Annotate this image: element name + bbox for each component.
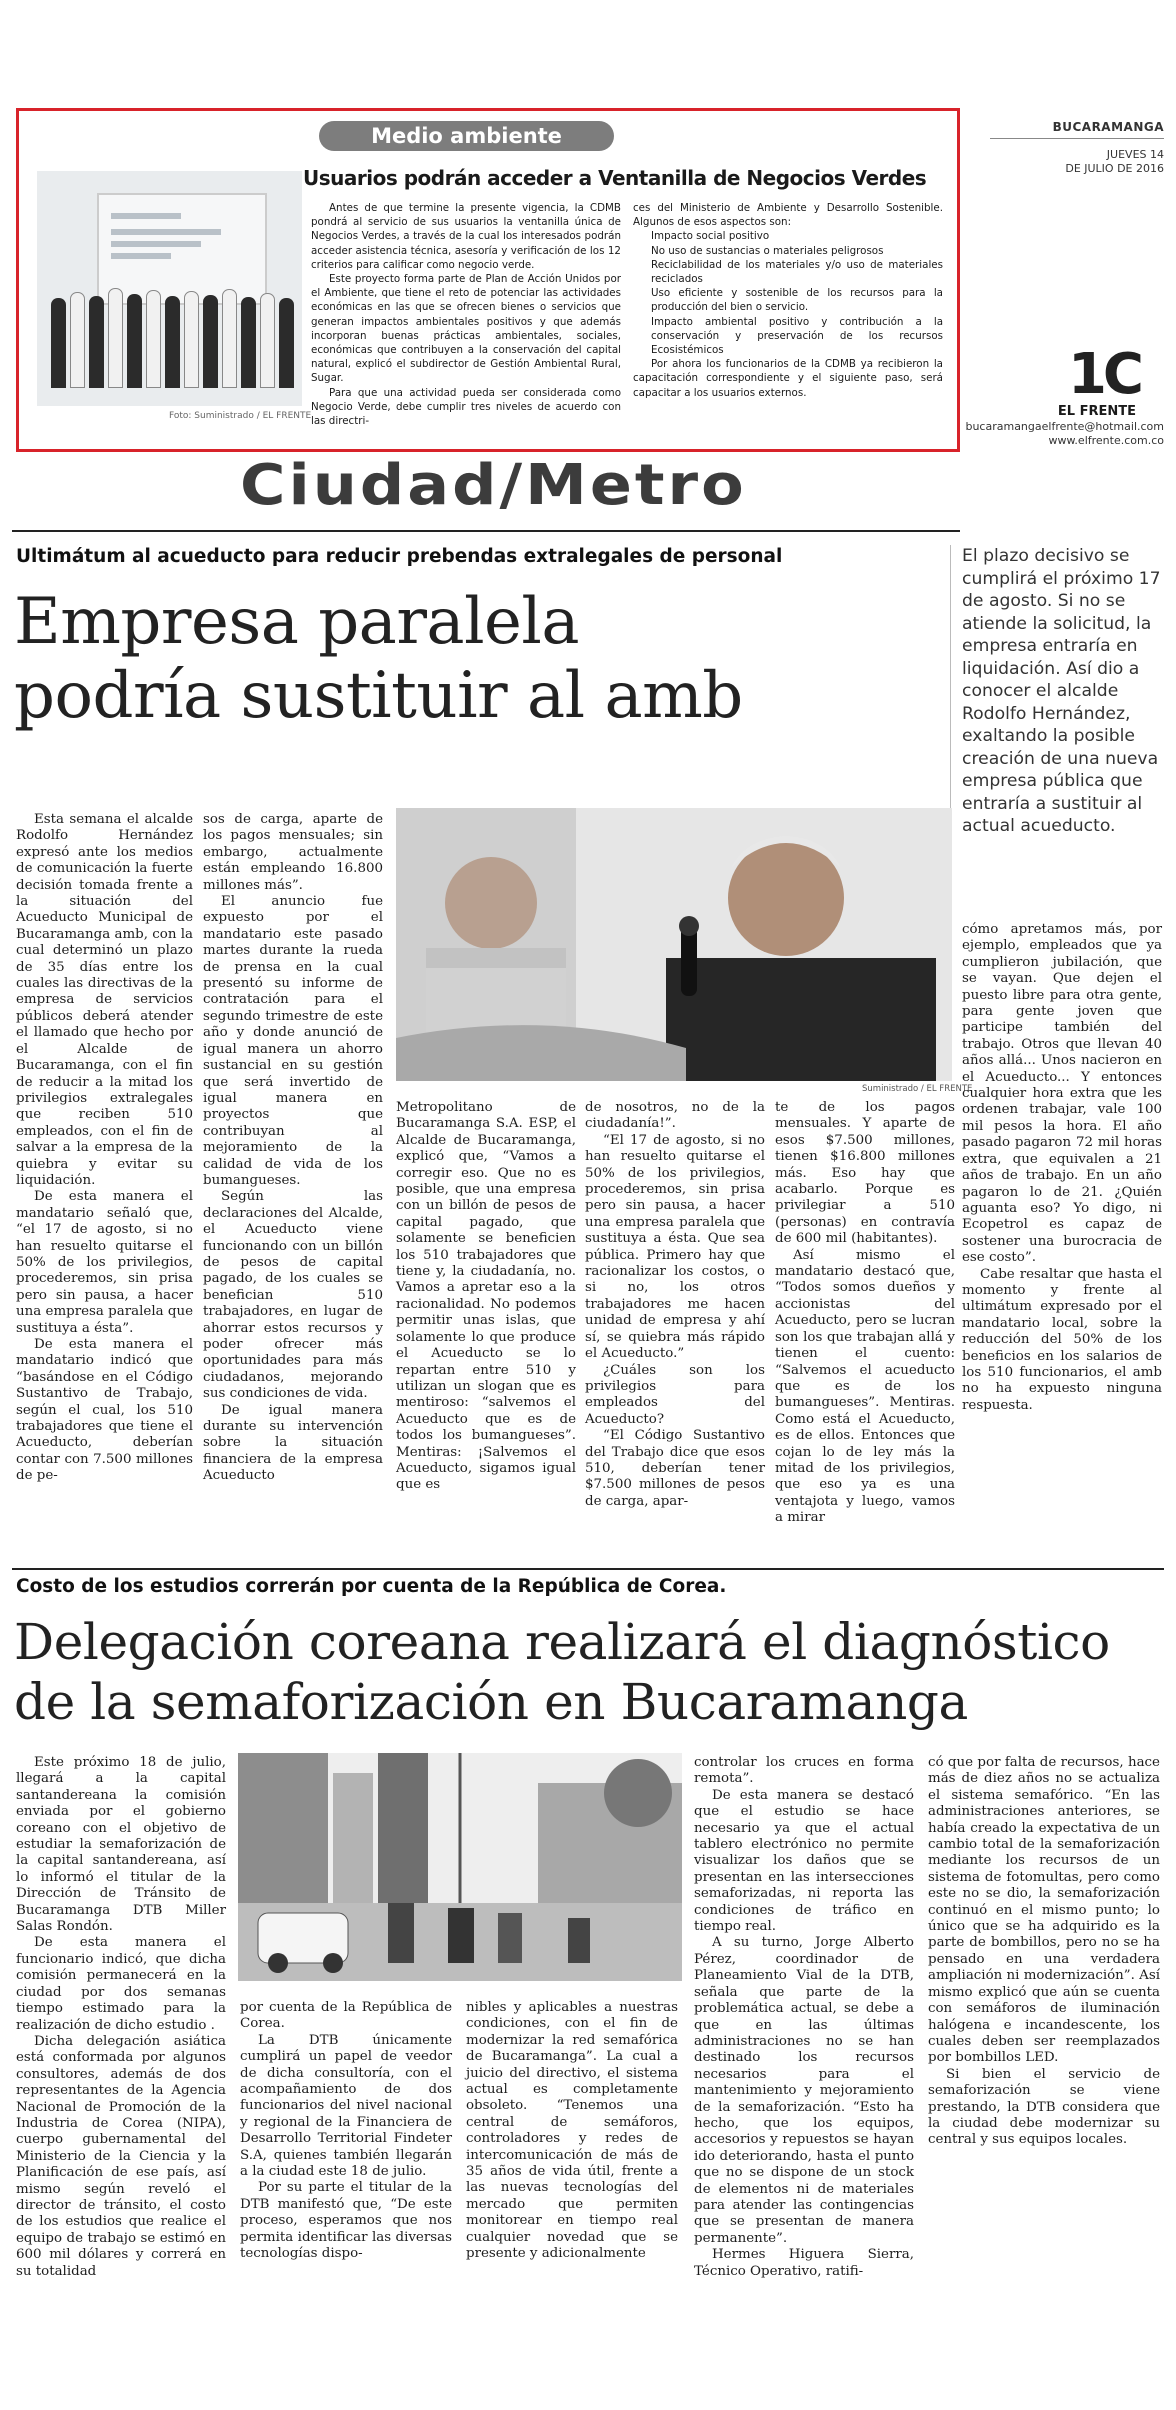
paragraph: El anuncio fue expuesto por el mandatario este pasado martes durante la rueda de prensa en la cual presentó su informe de contratación para el segundo trimestre de este año y donde anunció de igual manera un ahorro sustancial en su gestión que será invertido de igual manera en proyectos que contribuyan al mejoramiento de la calidad de vida de los bumangueses. [203, 894, 383, 1188]
paragraph: A su turno, Jorge Alberto Pérez, coordinador de Planeamiento Vial de la DTB, señala que parte de la problemática actual, se debe a que en las últimas administraciones no se han destinado los recursos necesarios para el mantenimiento y mejoramiento de la semaforización. “Esto ha hecho, que los equipos, accesorios y repuestos se hayan ido deteriorando, hasta el punto que no se dispone de un stock de elementos ni de materiales para atender las contingencias que se presentan de manera permanente”. [694, 1935, 914, 2246]
brand-name: EL FRENTE [1057, 404, 1136, 419]
list-item: No uso de sustancias o materiales peligrosos [651, 244, 884, 257]
article1-column-2 [203, 812, 383, 1485]
paragraph: Cabe resaltar que hasta el momento y frente al ultimátum expresado por el mandatario local, sobre la reducción del 50% de los beneficios en los salarios de los 510 funcionarios, el amb no ha expuesto ninguna respuesta. [962, 1266, 1162, 1413]
environment-box [16, 108, 960, 452]
paragraph: Este proyecto forma parte de Plan de Acción Unidos por el Ambiente, que tiene el reto de potenciar las actividades económicas en las que se ofrecen bienes o servicios que generan impactos ambientales positivos y que además incorporan buenas prácticas ambientales, sociales, económicas que contribuyen a la conservación del capital natural, explicó el subdirector de Gestión Ambiental Rural, Sugar. [311, 273, 621, 385]
environment-column-2 [633, 201, 943, 400]
paragraph: Por ahora los funcionarios de la CDMB ya recibieron la capacitación correspondiente y el siguiente paso, será capacitar a los usuarios externos. [633, 358, 943, 399]
list-item: Impacto social positivo [651, 230, 770, 243]
brand-email: bucaramangaelfrente@hotmail.com [965, 420, 1164, 433]
paragraph: De esta manera el funcionario indicó, que dicha comisión permanecerá en la ciudad por dos semanas tiempo estimado para la realización de dicho estudio . [16, 1935, 226, 2033]
paragraph: Este próximo 18 de julio, llegará a la capital santandereana la comisión enviada por el gobierno coreano con el objetivo de estudiar la semaforización de la capital santandereana, así lo informó el titular de la Dirección de Tránsito de Bucaramanga DTB Miller Salas Rondón. [16, 1755, 226, 1935]
section-title: Ciudad/Metro [240, 452, 747, 518]
paragraph: Esta semana el alcalde Rodolfo Hernández expresó ante los medios de comunicación la fuerte decisión tomada frente a la situación del Acueducto Municipal de Bucaramanga amb, con la cual determinó un plazo de 35 días entre los cuales las directivas de la empresa de servicios públicos deberá atender el llamado que hecho por el Alcalde de Bucaramanga, con el fin de reducir a la mitad los privilegios extralegales que reciben 510 empleados, con el fin de salvar a la empresa de la quiebra y evitar su liquidación. [16, 812, 193, 1188]
page-code: 1C [1067, 342, 1140, 407]
paragraph: Metropolitano de Bucaramanga S.A. ESP, el Alcalde de Bucaramanga, explicó que, “Vamos a corregir eso. Que no es posible, que una empresa con un billón de pesos de capital pagado, que solamente se beneficien los 510 trabajadores que tiene y, la ciudadanía, no. Vamos a apretar eso a la racionalidad. No podemos permitir unas islas, que solamente lo que produce el Acueducto se lo repartan entre 510 y utilizan un slogan que es mentiroso: “salvemos el Acueducto que es de todos los bumangueses”. Mentiras: ¡Salvemos el Acueducto, sigamos igual que es [396, 1100, 576, 1493]
paragraph: “El 17 de agosto, si no han resuelto quitarse el 50% de los privilegios, procederemos, sin prisa pero sin pausa, a hacer una empresa paralela que sustituya a ésta. Que sea pública. Primero hay que racionalizar los costos, o si no, los otros trabajadores me hacen unidad de empresa y ahí sí, se quiebra más rápido el Acueducto.” [585, 1132, 765, 1362]
brand-web: www.elfrente.com.co [1048, 434, 1164, 447]
list-item: Reciclabilidad de los materiales y/o uso de materiales reciclados [651, 258, 943, 286]
article1-deck: El plazo decisivo se cumplirá el próximo 17 de agosto. Si no se atiende la solicitud, la empresa entraría en liquidación. Así dio a conocer el alcalde Rodolfo Hernández, exaltando la posible creación de una nueva empresa pública que entraría a sustituir al actual acueducto. [962, 546, 1161, 836]
environment-column-1 [311, 201, 621, 428]
article2-headline-line2: de la semaforización en Bucaramanga [14, 1673, 968, 1731]
environment-photo [37, 171, 302, 406]
paragraph: te de los pagos mensuales. Y aparte de esos $7.500 millones, tienen $16.800 millones más. Eso hay que acabarlo. Porque es privilegiar a 510 (personas) en contravía de 600 mil (habitantes). [775, 1100, 955, 1247]
press-conference-image [396, 808, 952, 1081]
article2-rule [12, 1568, 1164, 1570]
paragraph: ¿Cuáles son los privilegios para empleados del Acueducto? [585, 1362, 765, 1427]
environment-photo-credit: Foto: Suministrado / EL FRENTE [169, 411, 312, 421]
paragraph: de nosotros, no de la ciudadanía!”. [585, 1100, 765, 1132]
article2-column-1 [16, 1755, 226, 2280]
paragraph: De esta manera el mandatario indicó que “basándose en el Código Sustantivo de Trabajo, según el cual, los 510 trabajadores que tiene el Acueducto, deberían contar con 7.500 millones de pe- [16, 1337, 193, 1484]
paragraph: nibles y aplicables a nuestras condiciones, con el fin de modernizar la red semafórica de Bucaramanga”. La cual a juicio del directivo, el sistema actual es completamente obsoleto. “Tenemos una central de semáforos, controladores y redes de intercomunicación de más de 35 años de vida útil, frente a las nuevas tecnologías del mercado que permiten monitorear en tiempo real cualquier novedad que se presente y adicionalmente [466, 2000, 678, 2262]
article1-column-3 [396, 1100, 576, 1494]
masthead-city: BUCARAMANGA [1052, 120, 1164, 134]
article1-column-4 [585, 1100, 765, 1510]
paragraph: cómo apretamos más, por ejemplo, empleados que ya cumplieron jubilación, que se vayan. Que dejen el puesto libre para otra gente, para gente joven que participe también del trabajo. Otros que llevan 40 años allá... Unos nacieron en el Acueducto... Y entonces cualquier hora extra que les ordenen trabajar, vale 100 mil pesos la hora. El año pasado pagaron 72 mil horas extra, que equivalen a 21 años de trabajo. En un año pagaron lo de 21. ¿Quién aguanta eso? Yo digo, ni Ecopetrol es capaz de sostener una burocracia de ese costo”. [962, 922, 1162, 1266]
paragraph: De esta manera se destacó que el estudio se hace necesario ya que el actual tablero electrónico no permite visualizar los daños que se presentan en las intersecciones semaforizadas, ni reporta las condiciones de tráfico en tiempo real. [694, 1787, 914, 1935]
divider [990, 138, 1164, 139]
paragraph: Por su parte el titular de la DTB manifestó que, “De este proceso, esperamos que nos permita identificar las diversas tecnologías dispo- [240, 2180, 452, 2262]
article1-photo-credit: Suministrado / EL FRENTE [862, 1084, 973, 1094]
article1-headline-line2: podría sustituir al amb [14, 659, 743, 733]
article1-column-5 [775, 1100, 955, 1527]
paragraph: Según las declaraciones del Alcalde, el Acueducto viene funcionando con un billón de pesos de capital pagado, de los cuales se benefician 510 trabajadores, en lugar de ahorrar estos recursos y poder ofrecer más oportunidades para más ciudadanos, mejorando sus condiciones de vida. [203, 1189, 383, 1402]
list-item: Uso eficiente y sostenible de los recursos para la producción del bien o servicio. [651, 287, 943, 314]
paragraph: De igual manera durante su intervención sobre la situación financiera de la empresa Acueducto [203, 1402, 383, 1484]
paragraph: Si bien el servicio de semaforización se viene prestando, la DTB considera que la ciudad debe modernizar su central y sus equipos locales. [928, 2066, 1160, 2148]
article2-kicker: Costo de los estudios correrán por cuenta de la República de Corea. [16, 1576, 727, 1597]
masthead-weekday: JUEVES 14 [1106, 148, 1164, 161]
article1-column-6 [962, 922, 1162, 1414]
paragraph: Dicha delegación asiática está conformada por algunos consultores, además de dos representantes de la Agencia Nacional de Promoción de la Industria de Corea (NIPA), cuerpo gubernamental del Ministerio de la Ciencia y la Planificación de ese país, así mismo según reveló el director de tránsito, el costo de los estudios que realice el equipo de trabajo se estimó en 600 mil dólares y correrá en su totalidad [16, 2033, 226, 2279]
environment-title: Usuarios podrán acceder a Ventanilla de Negocios Verdes [303, 166, 927, 190]
article2-column-5 [928, 1755, 1160, 2149]
street-traffic-image [238, 1753, 682, 1981]
article1-headline-line1: Empresa paralela [14, 585, 580, 659]
paragraph: “El Código Sustantivo del Trabajo dice que esos 510, deberían tener $7.500 millones de pesos de carga, apar- [585, 1428, 765, 1509]
paragraph: por cuenta de la República de Corea. [240, 2000, 452, 2032]
article1-photo [396, 808, 952, 1081]
paragraph: sos de carga, aparte de los pagos mensuales; sin embargo, actualmente están empleando 16.800 millones más”. [203, 812, 383, 893]
article2-photo [238, 1753, 682, 1981]
paragraph: Para que una actividad pueda ser considerada como Negocio Verde, debe cumplir tres niveles de acuerdo con las directri- [311, 386, 621, 428]
section-rule [12, 530, 960, 532]
article2-column-4 [694, 1755, 914, 2280]
paragraph: De esta manera el mandatario señaló que, “el 17 de agosto, si no han resuelto quitarse el 50% de los privilegios, procederemos, sin prisa pero sin pausa, a hacer una empresa paralela que sustituya a ésta”. [16, 1189, 193, 1336]
article1-kicker: Ultimátum al acueducto para reducir prebendas extralegales de personal [16, 546, 783, 567]
article2-column-2 [240, 2000, 452, 2263]
paragraph: Antes de que termine la presente vigencia, la CDMB pondrá al servicio de sus usuarios la ventanilla única de Negocios Verdes, a través de la cual los interesados podrán acceder asistencia técnica, asesoría y verificación de los 12 criterios para calificar como negocio verde. [311, 202, 621, 271]
article2-headline-line1: Delegación coreana realizará el diagnóstico [14, 1613, 1110, 1671]
paragraph: Así mismo el mandatario destacó que, “Todos somos dueños y accionistas del Acueducto, pero se lucran son los que trabajan allá y tienen el cuento: “Salvemos el acueducto que es de los bumangueses”. Mentiras. Como está el Acueducto, es de ellos. Entonces que cojan lo de ley más la mitad de los privilegios, que eso ya es una ventajota y luego, vamos a mirar [775, 1247, 955, 1526]
paragraph: có que por falta de recursos, hace más de diez años no se actualiza el sistema semafórico. “En las administraciones anteriores, se había creado la expectativa de un cambio total de la semaforización mediante los recursos de un sistema de fotomultas, pero como este no se dio, la semaforización continuó en el mismo punto; lo único que se ha adquirido es la parte de bombillos, pero no se ha pensado en una verdadera ampliación ni modernización”. Así mismo explicó que aún se cuenta con semáforos de iluminación halógena e incandescente, los cuales deben ser reemplazados por bombillos LED. [928, 1755, 1160, 2066]
article2-column-3 [466, 2000, 678, 2263]
section-tag: Medio ambiente [319, 121, 614, 151]
masthead-date: DE JULIO DE 2016 [1065, 162, 1164, 175]
article1-column-1 [16, 812, 193, 1485]
paragraph: ces del Ministerio de Ambiente y Desarrollo Sostenible. Algunos de esos aspectos son: [633, 202, 943, 229]
paragraph: controlar los cruces en forma remota”. [694, 1755, 914, 1787]
group-of-people [37, 283, 302, 388]
paragraph: La DTB únicamente cumplirá un papel de veedor de dicha consultoría, con el acompañamiento de dos funcionarios del nivel nacional y regional de la Financiera de Desarrollo Territorial Findeter S.A, quienes también llegarán a la ciudad este 18 de julio. [240, 2032, 452, 2180]
list-item: Impacto ambiental positivo y contribución a la conservación y preservación de los recursos Ecosistémicos [651, 315, 943, 357]
paragraph: Hermes Higuera Sierra, Técnico Operativo, ratifi- [694, 2247, 914, 2279]
